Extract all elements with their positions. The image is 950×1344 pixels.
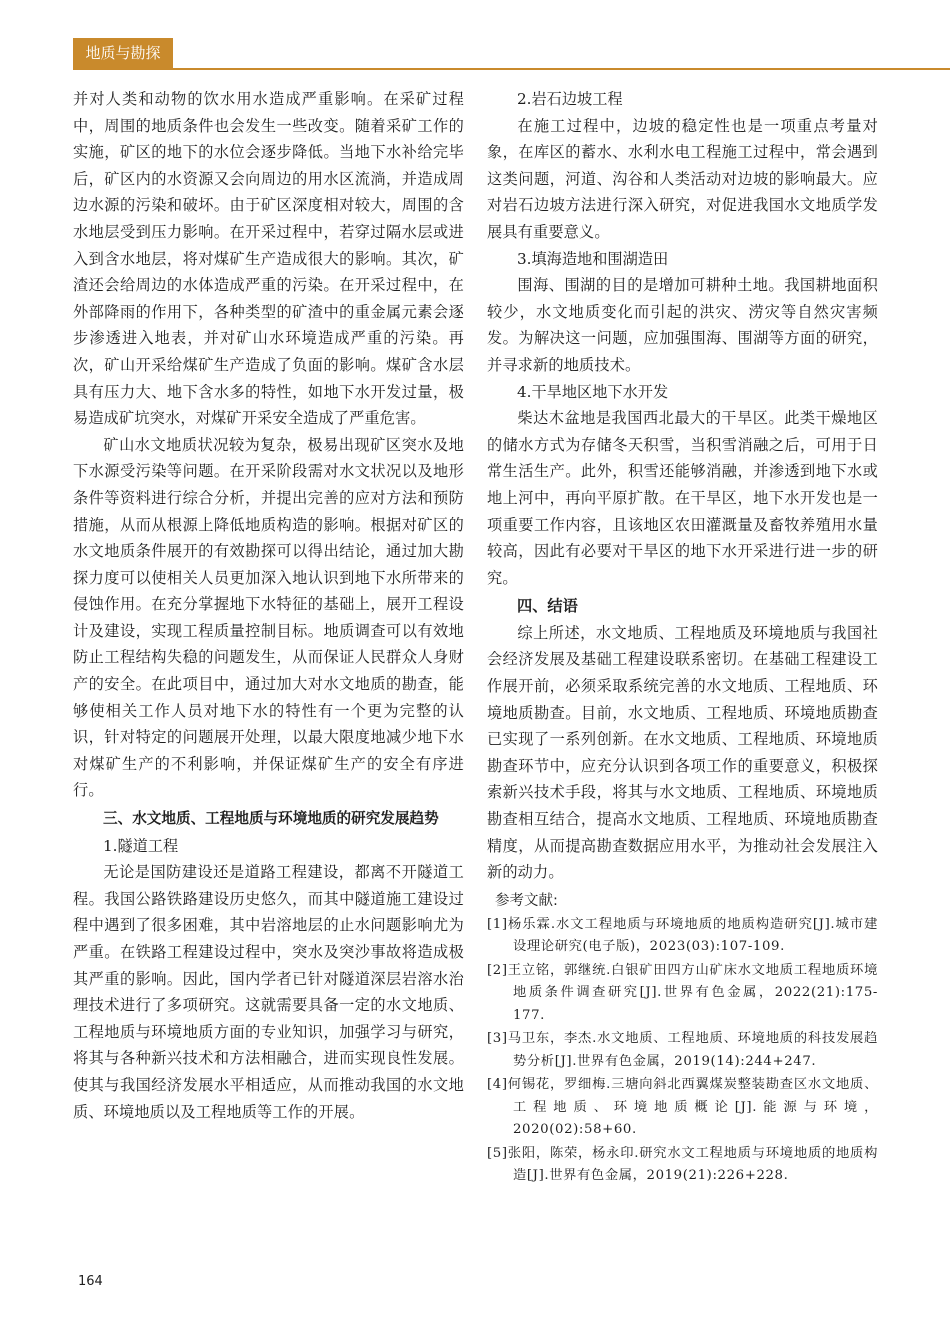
references-title: 参考文献: — [495, 892, 558, 909]
right-column — [487, 86, 878, 1189]
header-rule — [73, 68, 950, 70]
section-header-tab: 地质与勘探 — [73, 38, 173, 68]
body-paragraph: 围海、围湖的目的是增加可耕种土地。我国耕地面积较少，水文地质变化而引起的洪灾、涝灾等自然灾害频发。为解决这一问题，应加强围海、围湖等方面的研究，并寻求新的地质技术。 — [487, 276, 878, 374]
reference-item: [4]何锡花，罗细梅.三塘向斜北西翼煤炭整装勘查区水文地质、工程地质、环境地质概论[J].能源与环境，2020(02):58+60. — [487, 1077, 878, 1138]
subsection-heading: 1.隧道工程 — [103, 836, 179, 855]
subsection-heading: 4.干旱地区地下水开发 — [517, 382, 669, 401]
body-paragraph: 无论是国防建设还是道路工程建设，都离不开隧道工程。我国公路铁路建设历史悠久，而其中隧道施工建设过程中遇到了很多困难，其中岩溶地层的止水问题影响尤为严重。在铁路工程建设过程中，突水及突沙事故将造成极其严重的影响。因此，国内学者已针对隧道深层岩溶水治理技术进行了多项研究。这就需要具备一定的水文地质、工程地质与环境地质方面的专业知识，加强学习与研究，将其与各种新兴技术和方法相融合，进而实现良性发展。使其与我国经济发展水平相适应，从而推动我国的水文地质、环境地质以及工程地质等工作的开展。 — [73, 863, 464, 1121]
section-heading: 四、结语 — [517, 597, 578, 616]
left-column — [73, 86, 464, 1125]
reference-item: [1]杨乐霖.水文工程地质与环境地质的地质构造研究[J].城市建设理论研究(电子版)，2023(03):107-109. — [487, 916, 878, 955]
body-paragraph: 并对人类和动物的饮水用水造成严重影响。在采矿过程中，周围的地质条件也会发生一些改变。随着采矿工作的实施，矿区的地下的水位会逐步降低。当地下水补给完毕后，矿区内的水资源又会向周边的用水区流淌，并造成周边水源的污染和破坏。由于矿区深度相对较大，周围的含水地层受到压力影响。在开采过程中，若穿过隔水层或进入到含水地层，将对煤矿生产造成很大的影响。其次，矿渣还会给周边的水体造成严重的污染。在开采过程中，在外部降雨的作用下，各种类型的矿渣中的重金属元素会逐步渗透进入地表，并对矿山水环境造成严重的污染。再次，矿山开采给煤矿生产造成了负面的影响。煤矿含水层具有压力大、地下含水多的特性，如地下水开发过量，极易造成矿坑突水，对煤矿开采安全造成了严重危害。 — [73, 90, 464, 428]
body-paragraph: 综上所述，水文地质、工程地质及环境地质与我国社会经济发展及基础工程建设联系密切。在基础工程建设工作展开前，必须采取系统完善的水文地质、工程地质、环境地质勘查。目前，水文地质、工程地质、环境地质勘查已实现了一系列创新。在水文地质、工程地质、环境地质勘查环节中，应充分认识到各项工作的重要意义，积极探索新兴技术手段，将其与水文地质、工程地质、环境地质勘查相互结合，提高水文地质、工程地质、环境地质勘查精度，从而提高勘查数据应用水平，为推动社会发展注入新的动力。 — [487, 623, 878, 882]
body-paragraph: 柴达木盆地是我国西北最大的干旱区。此类干燥地区的储水方式为存储冬天积雪，当积雪消融之后，可用于日常生活生产。此外，积雪还能够消融，并渗透到地下水或地上河中，再向平原扩散。在干旱区，地下水开发也是一项重要工作内容，且该地区农田灌溉量及畜牧养殖用水量较高，因此有必要对干旱区的地下水开采进行进一步的研究。 — [487, 409, 878, 587]
body-paragraph: 矿山水文地质状况较为复杂，极易出现矿区突水及地下水源受污染等问题。在开采阶段需对水文状况以及地形条件等资料进行综合分析，并提出完善的应对方法和预防措施，从而从根源上降低地质构造的影响。根据对矿区的水文地质条件展开的有效勘探可以得出结论，通过加大勘探力度可以使相关人员更加深入地认识到地下水所带来的侵蚀作用。在充分掌握地下水特征的基础上，展开工程设计及建设，实现工程质量控制目标。地质调查可以有效地防止工程结构失稳的问题发生，从而保证人民群众人身财产的安全。在此项目中，通过加大对水文地质的勘查，能够使相关工作人员对地下水的特性有一个更为完整的认识，针对特定的问题展开处理，以最大限度地减少地下水对煤矿生产的不利影响，并保证煤矿生产的安全有序进行。 — [73, 435, 464, 800]
references-list — [487, 914, 878, 1188]
reference-item: [2]王立铭，郭继统.白银矿田四方山矿床水文地质工程地质环境地质条件调查研究[J].世界有色金属，2022(21):175-177. — [487, 962, 878, 1023]
reference-item: [3]马卫东，李杰.水文地质、工程地质、环境地质的科技发展趋势分析[J].世界有色金属，2019(14):244+247. — [487, 1031, 878, 1069]
subsection-heading: 3.填海造地和围湖造田 — [517, 249, 669, 268]
reference-item: [5]张阳，陈荣，杨永印.研究水文工程地质与环境地质的地质构造[J].世界有色金属，2019(21):226+228. — [487, 1145, 878, 1184]
section-heading: 三、水文地质、工程地质与环境地质的研究发展趋势 — [103, 810, 439, 828]
page-number: 164 — [78, 1274, 103, 1289]
body-paragraph: 在施工过程中，边坡的稳定性也是一项重点考量对象，在库区的蓄水、水利水电工程施工过程中，常会遇到这类问题，河道、沟谷和人类活动对边坡的影响最大。应对岩石边坡方法进行深入研究，对促进我国水文地质学发展具有重要意义。 — [487, 116, 878, 241]
subsection-heading: 2.岩石边坡工程 — [517, 90, 623, 108]
